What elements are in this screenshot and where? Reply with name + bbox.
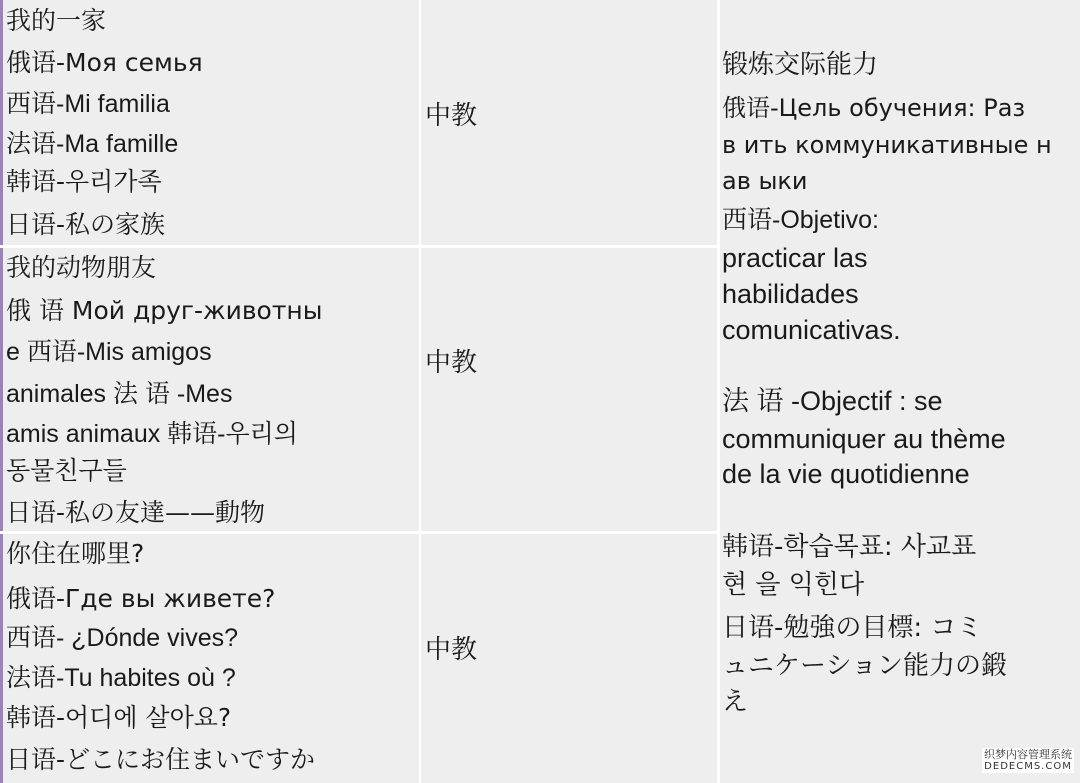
row2-topic: 我的动物朋友 <box>6 253 157 282</box>
row1-ru: 俄语-Моя семья <box>6 48 203 77</box>
row1-topic: 我的一家 <box>6 6 107 35</box>
row3-teacher-cell <box>421 534 717 783</box>
row1-fr: 法语-Ma famille <box>6 130 179 158</box>
goal-fr-1: 法 语 -Objectif : se <box>722 386 943 416</box>
row3-topic: 你住在哪里? <box>6 539 145 568</box>
row1-teacher: 中教 <box>425 101 478 131</box>
goal-title: 锻炼交际能力 <box>722 50 879 80</box>
row2-teacher-cell <box>421 248 717 531</box>
row2-ja: 日语-私の友達——動物 <box>6 498 266 527</box>
row1-teacher-cell <box>421 0 717 245</box>
goal-ru-3: ав ыки <box>722 167 808 195</box>
goal-ko-2: 현 을 익힌다 <box>722 570 865 600</box>
goal-es-3: habilidades <box>722 279 859 309</box>
goal-ru-1: 俄语-Цель обучения: Раз <box>722 94 1026 122</box>
row3-ko: 韩语-어디에 살아요? <box>6 703 232 732</box>
watermark-logo <box>982 748 1074 773</box>
row-accent-bar <box>0 248 3 531</box>
goal-ru-2: в ить коммуникативные н <box>722 131 1052 159</box>
row3-es: 西语- ¿Dónde vives? <box>6 624 239 652</box>
row2-topic-cell <box>0 248 419 531</box>
goal-es-2: practicar las <box>722 243 868 273</box>
row2-line4: amis animaux 韩语-우리의 <box>6 420 298 448</box>
row1-topic-cell <box>0 0 419 245</box>
row3-topic-cell <box>0 534 419 783</box>
goal-fr-2: communiquer au thème <box>722 424 1006 454</box>
goal-ja-2: ュニケーション能力の鍛 <box>722 651 1007 681</box>
row3-ja: 日语-どこにお住まいですか <box>6 745 316 774</box>
goal-ja-1: 日语-勉強の目標: コミ <box>722 613 983 643</box>
row2-teacher: 中教 <box>425 348 478 378</box>
row3-teacher: 中教 <box>425 635 478 665</box>
goal-cell <box>720 0 1080 783</box>
row3-ru: 俄语-Где вы живете? <box>6 584 276 613</box>
row1-ko: 韩语-우리가족 <box>6 167 162 196</box>
goal-fr-3: de la vie quotidienne <box>722 459 970 489</box>
row2-line3: animales 法 语 -Mes <box>6 380 233 408</box>
watermark-line1: 织梦内容管理系统 <box>984 748 1072 761</box>
row3-fr: 法语-Tu habites où ? <box>6 664 236 692</box>
row2-line5: 동물친구들 <box>6 456 127 485</box>
goal-es-4: comunicativas. <box>722 315 901 345</box>
row2-line2: е 西语-Mis amigos <box>6 338 212 366</box>
goal-es-1: 西语-Objetivo: <box>722 206 879 234</box>
goal-ja-3: え <box>722 687 749 717</box>
watermark-line2: DEDECMS.COM <box>984 761 1072 772</box>
goal-ko-1: 韩语-학습목표: 사교표 <box>722 532 977 562</box>
row-accent-bar <box>0 534 3 783</box>
row1-ja: 日语-私の家族 <box>6 210 166 239</box>
row-accent-bar <box>0 0 3 245</box>
row2-line1: 俄 语 Мой друг-животны <box>6 296 323 325</box>
row1-es: 西语-Mi familia <box>6 90 170 118</box>
